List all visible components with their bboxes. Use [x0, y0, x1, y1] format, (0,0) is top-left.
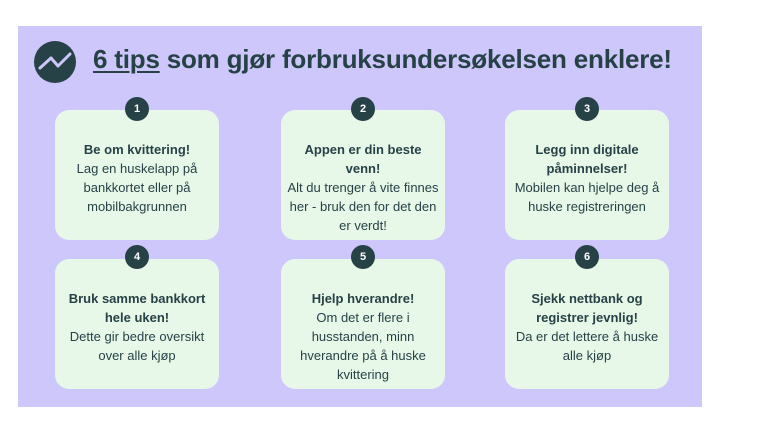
tip-text: Om det er flere i husstanden, minn hverandre på å huske kvittering: [300, 310, 426, 382]
tip-card-6: [505, 259, 669, 389]
tip-number-badge: 3: [575, 97, 599, 121]
tip-card-4: [55, 259, 219, 389]
tip-number-badge: 2: [351, 97, 375, 121]
tip-heading: Bruk samme bankkort hele uken!: [68, 291, 206, 325]
tip-text: Dette gir bedre oversikt over alle kjøp: [69, 329, 205, 363]
page-title: [93, 44, 672, 75]
tip-card-2: [281, 110, 445, 240]
tip-number-badge: 4: [125, 245, 149, 269]
tip-card-3: [505, 110, 669, 240]
tip-number-badge: 5: [351, 245, 375, 269]
tip-heading: Hjelp hverandre!: [311, 291, 415, 306]
title-highlight: 6 tips: [93, 44, 160, 74]
tip-text: Da er det lettere å huske alle kjøp: [515, 329, 659, 363]
tip-heading: Legg inn digitale påminnelser!: [535, 142, 639, 176]
tip-text: Lag en huskelapp på bankkortet eller på mobilbakgrunnen: [76, 161, 198, 214]
trend-line-icon: [34, 41, 76, 83]
title-rest: som gjør forbruksundersøkelsen enklere!: [159, 44, 672, 74]
tip-number-badge: 6: [575, 245, 599, 269]
tip-heading: Be om kvittering!: [83, 142, 191, 157]
tip-number-badge: 1: [125, 97, 149, 121]
tip-card-1: [55, 110, 219, 240]
logo: [34, 41, 76, 83]
tip-text: Mobilen kan hjelpe deg å huske registreringen: [514, 180, 660, 214]
tip-heading: Appen er din beste venn!: [304, 142, 422, 176]
tip-text: Alt du trenger å vite finnes her - bruk den for det den er verdt!: [287, 180, 439, 233]
tip-card-5: [281, 259, 445, 389]
tip-heading: Sjekk nettbank og registrer jevnlig!: [531, 291, 643, 325]
